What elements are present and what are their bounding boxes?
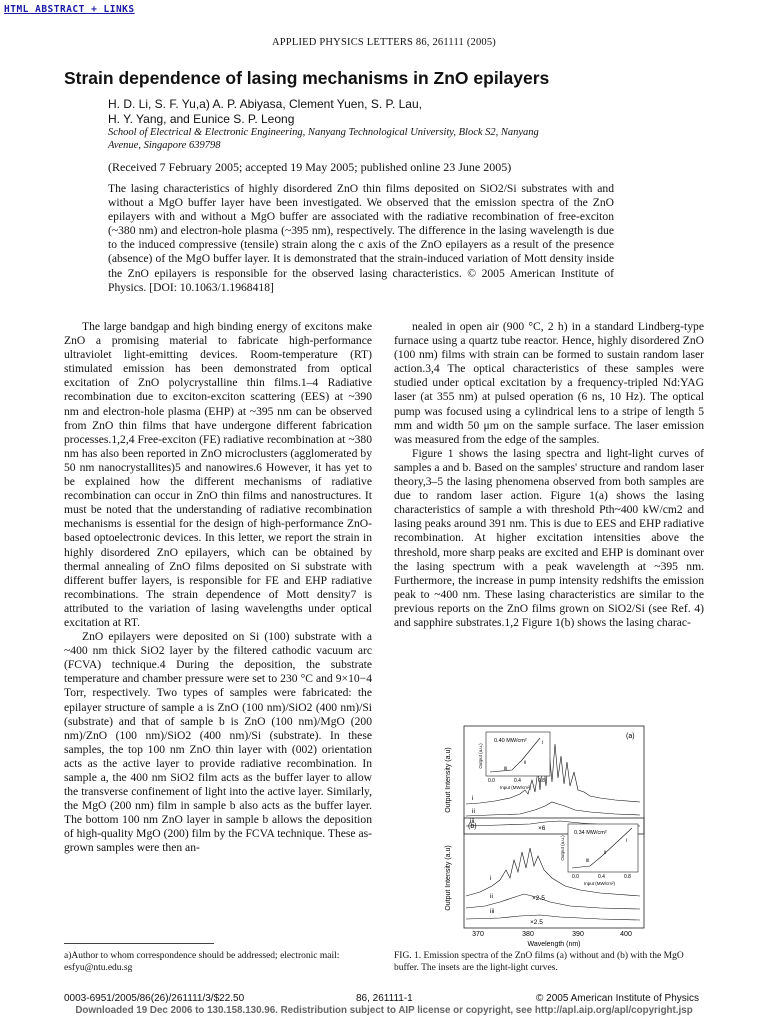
curve-label-a-i: i bbox=[472, 795, 474, 802]
inset-a-point-ii: ii bbox=[524, 760, 527, 766]
journal-header: APPLIED PHYSICS LETTERS 86, 261111 (2005) bbox=[271, 37, 497, 48]
curve-label-a-ii: ii bbox=[472, 808, 475, 815]
panel-b-label: (b) bbox=[468, 823, 477, 830]
footer-code: 0003-6951/2005/86(26)/261111/3/$22.50 bbox=[64, 993, 245, 1004]
inset-b-ylabel: Output (a.u.) bbox=[560, 835, 565, 861]
inset-a-xtick: 0.0 bbox=[488, 778, 495, 784]
curve-label-b-ii: ii bbox=[490, 893, 493, 900]
article-title: Strain dependence of lasing mechanisms in ZnO epilayers bbox=[64, 68, 550, 88]
authors-line-1: H. D. Li, S. F. Yu,a) A. P. Abiyasa, Clement Yuen, S. P. Lau, bbox=[108, 97, 422, 111]
affiliation-line-2: Avenue, Singapore 639798 bbox=[108, 140, 221, 151]
y-axis-label: Output Intensity (a.u) bbox=[445, 747, 452, 813]
scale-label-a: ×6 bbox=[538, 825, 546, 832]
curve-label-a-iii: iii bbox=[470, 818, 475, 825]
abstract: The lasing characteristics of highly disordered ZnO thin films deposited on SiO2/Si substrates with and without a MgO buffer layer have been investigated. We observed that the emission spectra of the ZnO epilayers with and without a MgO buffer are associated with the radiative recombination of free-exciton (~380 nm) and electron-hole plasma (~395 nm), respectively. The difference in the lasing wavelength is due to the induced compressive (tensile) strain along the c axis of the ZnO epilayers as a result of the presence (absence) of the MgO buffer layer. It is demonstrated that the strain-induced variation of Mott density inside the ZnO epilayers is responsible for the observed lasing characteristics. © 2005 American Institute of Physics. [DOI: 10.1063/1.1968418] bbox=[108, 182, 614, 294]
affiliation-line-1: School of Electrical & Electronic Engineering, Nanyang Technological University, Block S2, Nanyang bbox=[108, 127, 539, 138]
inset-a-ylabel: Output (a.u.) bbox=[478, 743, 483, 769]
paragraph: nealed in open air (900 °C, 2 h) in a standard Lindberg-type furnace using a quartz tube reactor. Hence, highly disordered ZnO (100 nm) films with strain can be formed to sustain random laser action.3,4 The optical characteristics of these samples were studied under optical excitation by a frequency-tripled Nd:YAG laser (at 355 nm) at pulsed operation (6 ns, 10 Hz). The optical pump was focused using a cylindrical lens to a stripe of length 5 mm and width 50 μm on the sample surface. The laser emission was measured from the edge of the samples. bbox=[394, 320, 704, 446]
footnote-divider bbox=[64, 943, 214, 944]
curve-label-b-i: i bbox=[490, 875, 492, 882]
x-tick: 380 bbox=[522, 931, 534, 938]
x-tick: 370 bbox=[472, 931, 484, 938]
download-notice: Downloaded 19 Dec 2006 to 130.158.130.96. Redistribution subject to AIP license or copyright, see http://apl.aip.org/apl/copyright.jsp bbox=[75, 1005, 693, 1016]
inset-b-xtick: 0.4 bbox=[598, 874, 605, 880]
html-abstract-links[interactable]: HTML ABSTRACT + LINKS bbox=[4, 4, 135, 15]
left-column bbox=[64, 320, 372, 930]
footer-copyright: © 2005 American Institute of Physics bbox=[536, 993, 700, 1004]
inset-a-xtick: 0.4 bbox=[514, 778, 521, 784]
affiliation bbox=[108, 126, 608, 152]
paragraph: The large bandgap and high binding energy of excitons make ZnO a promising material to fabricate high-performance ultraviolet light-emitting devices. Room-temperature (RT) stimulated emission has been demonstrated from optical excitation of ZnO polycrystalline thin films.1–4 Radiative recombination due to exciton-exciton scattering (EES) at ~390 nm and electron-hole plasma (EHP) at ~395 nm can be observed from ZnO thin films that have undergone different fabrication processes.1,2,4 Free-exciton (FE) radiative recombination at ~380 nm has also been reported in ZnO microclusters (agglomerated by 50 nm nanocrystallites)5 and nanowires.6 However, it has yet to be explained how the different mechanisms of radiative recombination can occur in ZnO thin films and nanostructures. It must be noted that the understanding of radiative recombination mechanisms is essential for the design of high-performance ZnO-based optoelectronic devices. In this letter, we report the strain in highly disordered ZnO epilayers, which can be obtained by thermal annealing of ZnO films deposited on Si substrate with different buffer layers, is responsible for FE and EHP radiative recombinations. The strain dependence of Mott density7 is attributed to the variation of lasing wavelengths under optical excitation at RT. bbox=[64, 320, 372, 629]
scale-label-b-1: ×2.5 bbox=[532, 895, 545, 902]
inset-a-threshold: 0.40 MW/cm² bbox=[494, 738, 527, 744]
inset-b-point-ii: ii bbox=[604, 850, 607, 856]
inset-b-xlabel: Input (MW/cm²) bbox=[584, 881, 615, 886]
footer-page: 86, 261111-1 bbox=[356, 993, 413, 1004]
inset-b-xtick: 0.8 bbox=[624, 874, 631, 880]
scale-label-b-2: ×2.5 bbox=[530, 919, 543, 926]
inset-a-point-iii: iii bbox=[504, 766, 508, 772]
x-axis-label: Wavelength (nm) bbox=[527, 941, 581, 948]
received-dates: (Received 7 February 2005; accepted 19 May 2005; published online 23 June 2005) bbox=[108, 160, 512, 174]
x-tick: 400 bbox=[620, 931, 632, 938]
x-tick: 390 bbox=[572, 931, 584, 938]
inset-b-point-i: i bbox=[626, 838, 628, 844]
figure-1 bbox=[440, 720, 660, 948]
inset-b-threshold: 0.34 MW/cm² bbox=[574, 830, 607, 836]
paragraph: ZnO epilayers were deposited on Si (100) substrate with a ~400 nm thick SiO2 layer by the filtered cathodic vacuum arc (FCVA) technique.4 During the deposition, the substrate temperature and chamber pressure were set to 230 °C and 9×10−4 Torr, respectively. Two types of samples were fabricated: the epilayer structure of sample a is ZnO (100 nm)/SiO2 (400 nm)/Si (substrate) and that of sample b is ZnO (100 nm)/MgO (200 nm)/ZnO (100 nm)/SiO2 (400 nm)/Si (substrate). In these samples, the top 100 nm ZnO thin layer with (002) orientation acts as the active layer to provide radiative recombination. In sample a, the 400 nm SiO2 film acts as the buffer layer to allow the transverse confinement of light into the active layer. Similarly, the MgO (200 nm) film in sample b also acts as the buffer layer. The bottom 100 nm ZnO layer in sample b allows the deposition of high-quality MgO (200) film by the FCVA technique. These as-grown samples were then an- bbox=[64, 630, 372, 855]
authors-line-2: H. Y. Yang, and Eunice S. P. Leong bbox=[108, 112, 295, 126]
spectrum-b-iii bbox=[466, 915, 640, 920]
spectrum-a-ii bbox=[466, 802, 640, 816]
inset-a-point-i: i bbox=[542, 740, 544, 746]
footnote: a)Author to whom correspondence should be addressed; electronic mail: esfyu@ntu.edu.sg bbox=[64, 951, 340, 973]
author-list bbox=[108, 97, 708, 127]
figure-caption: FIG. 1. Emission spectra of the ZnO films (a) without and (b) with the MgO buffer. The insets are the light-light curves. bbox=[394, 951, 684, 973]
right-column bbox=[394, 320, 704, 700]
curve-label-b-iii: iii bbox=[490, 908, 495, 915]
panel-a-label: (a) bbox=[626, 733, 635, 740]
inset-b-xtick: 0.0 bbox=[572, 874, 579, 880]
inset-a-xlabel: Input (MW/cm²) bbox=[500, 785, 531, 790]
paragraph: Figure 1 shows the lasing spectra and light-light curves of samples a and b. Based on the samples' structure and random laser theory,3–5 the lasing phenomena observed from both samples are due to random laser action. Figure 1(a) shows the lasing characteristics of sample a with threshold Pth~400 kW/cm2 and lasing peaks around 391 nm. This is due to EES and EHP radiative recombination. At higher excitation intensities above the threshold, more sharp peaks are excited and EHP is dominant over the lasing spectrum with a peak wavelength at ~395 nm. Furthermore, the increase in pump intensity redshifts the emission peak to ~400 nm. These lasing characteristics are similar to the previous reports on the ZnO films grown on SiO2/Si (see Ref. 4) and sapphire substrates.1,2 Figure 1(b) shows the lasing charac- bbox=[394, 446, 704, 629]
inset-b-point-iii: iii bbox=[586, 858, 590, 864]
y-axis-label-b: Output Intensity (a.u) bbox=[445, 845, 452, 911]
inset-a-xtick: 0.8 bbox=[538, 778, 545, 784]
